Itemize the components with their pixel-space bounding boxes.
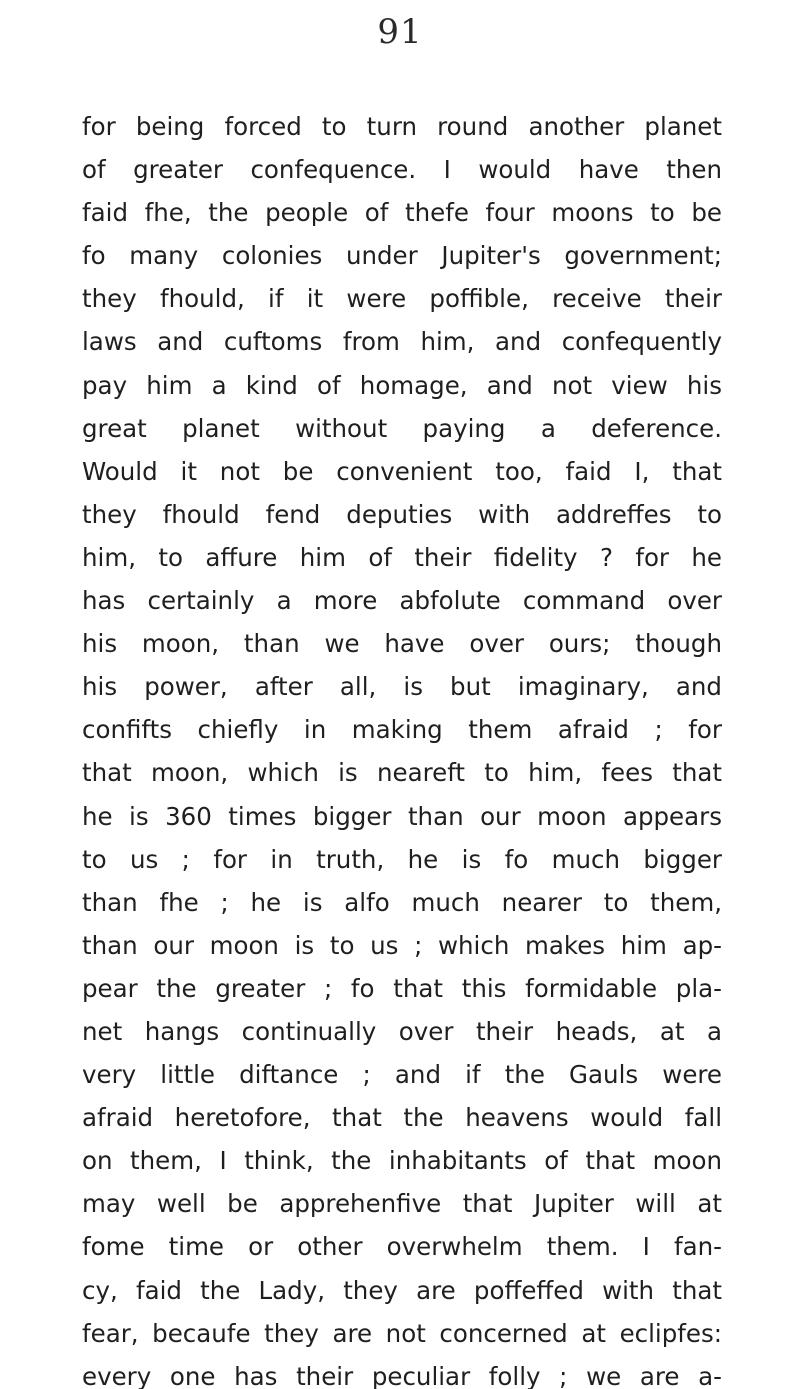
text-line: that moon, which is neareft to him, fees that bbox=[82, 758, 722, 788]
body-text bbox=[82, 105, 722, 1389]
text-line: pear the greater ; fo that this formidable pla- bbox=[82, 973, 722, 1003]
page-number: 91 bbox=[377, 12, 423, 52]
text-line: they fhould fend deputies with addreffes to bbox=[82, 499, 722, 529]
text-line: than fhe ; he is alfo much nearer to them, bbox=[82, 887, 722, 917]
text-line: fear, becaufe they are not concerned at eclipfes: bbox=[82, 1318, 722, 1348]
text-line: faid fhe, the people of thefe four moons to be bbox=[82, 198, 722, 228]
text-line: he is 360 times bigger than our moon appears bbox=[82, 801, 722, 831]
text-line: of greater confequence. I would have then bbox=[82, 155, 722, 185]
text-line: his power, after all, is but imaginary, and bbox=[82, 672, 722, 702]
text-line: has certainly a more abfolute command over bbox=[82, 586, 722, 616]
text-line: laws and cuftoms from him, and confequently bbox=[82, 327, 722, 357]
text-line: than our moon is to us ; which makes him ap- bbox=[82, 930, 722, 960]
text-line: confifts chiefly in making them afraid ; for bbox=[82, 715, 722, 745]
text-line: cy, faid the Lady, they are poffeffed with that bbox=[82, 1275, 722, 1305]
text-line: pay him a kind of homage, and not view his bbox=[82, 370, 722, 400]
text-line: net hangs continually over their heads, at a bbox=[82, 1016, 722, 1046]
text-line: for being forced to turn round another planet bbox=[82, 112, 722, 141]
text-line: Would it not be convenient too, faid I, that bbox=[82, 456, 722, 486]
text-line: they fhould, if it were poffible, receive their bbox=[82, 284, 722, 314]
text-line: to us ; for in truth, he is fo much bigger bbox=[82, 844, 722, 874]
text-line: fome time or other overwhelm them. I fan- bbox=[82, 1232, 722, 1262]
text-line: may well be apprehenfive that Jupiter will at bbox=[82, 1189, 722, 1219]
text-line: every one has their peculiar folly ; we are a- bbox=[82, 1361, 722, 1389]
text-line: very little diftance ; and if the Gauls were bbox=[82, 1060, 722, 1090]
text-line: on them, I think, the inhabitants of that moon bbox=[82, 1146, 722, 1176]
text-line: him, to affure him of their fidelity ? for he bbox=[82, 542, 722, 572]
text-line: afraid heretofore, that the heavens would fall bbox=[82, 1103, 722, 1133]
text-line: fo many colonies under Jupiter's government; bbox=[82, 241, 722, 271]
text-line: his moon, than we have over ours; though bbox=[82, 629, 722, 659]
text-line: great planet without paying a deference. bbox=[82, 413, 722, 443]
